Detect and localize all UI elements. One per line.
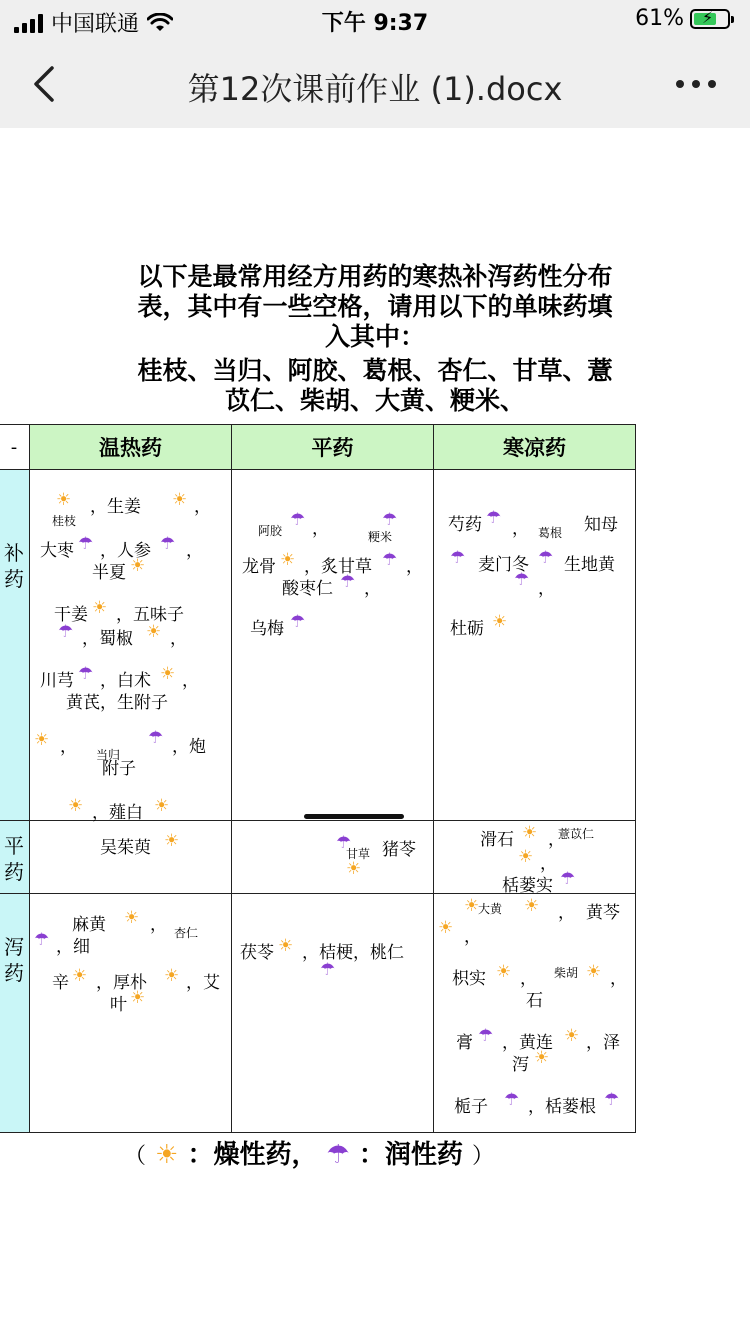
sun-icon: ☀ bbox=[68, 796, 84, 816]
sun-icon: ☀ bbox=[438, 918, 454, 938]
herb-text: 枳实 bbox=[452, 969, 486, 989]
cell-neutral-cold bbox=[434, 821, 636, 894]
row-label-purge: 泻药 bbox=[4, 935, 24, 985]
herb-text: ， bbox=[520, 969, 537, 989]
herb-text: 黄芪，生附子 bbox=[66, 693, 168, 713]
sun-icon: ☀ bbox=[160, 664, 176, 684]
sun-icon: ☀ bbox=[130, 556, 146, 576]
status-bar bbox=[0, 0, 750, 40]
note-chaihu: 柴胡 bbox=[554, 966, 579, 980]
sun-icon: ☀ bbox=[34, 730, 50, 750]
sun-icon: ☀ bbox=[280, 550, 296, 570]
legend-sun-label: ：燥性药， bbox=[187, 1140, 318, 1170]
herb-text: 龙骨 bbox=[242, 557, 276, 577]
note-guizhi: 桂枝 bbox=[52, 514, 77, 528]
legend-umbrella-label: ：润性药 bbox=[358, 1140, 463, 1170]
herb-text: 膏 bbox=[456, 1033, 473, 1053]
herb-property-table bbox=[0, 424, 636, 1133]
herb-text: ，生姜 bbox=[90, 497, 141, 517]
umbrella-icon: ☂ bbox=[478, 1026, 494, 1046]
herb-text: 黄芩 bbox=[586, 903, 620, 923]
herb-text: ， bbox=[610, 969, 627, 989]
herb-text: 干姜 bbox=[54, 605, 88, 625]
herb-text: 乌梅 bbox=[250, 619, 284, 639]
more-options-icon[interactable] bbox=[676, 80, 716, 88]
document-title: 第12次课前作业 (1).docx bbox=[187, 70, 563, 108]
herb-text: 杜砺 bbox=[450, 619, 484, 639]
herb-text: ，薤白 bbox=[92, 803, 143, 823]
herb-text: ，泽 bbox=[586, 1033, 620, 1053]
herb-text: ， bbox=[538, 579, 555, 599]
sun-icon: ☀ bbox=[522, 823, 538, 843]
note-gancao: 甘草 bbox=[346, 847, 371, 861]
instructions-text bbox=[110, 262, 640, 416]
scroll-indicator[interactable] bbox=[304, 814, 404, 819]
sun-icon: ☀ bbox=[496, 962, 512, 982]
umbrella-icon: ☂ bbox=[290, 510, 306, 530]
herb-text: ， bbox=[540, 854, 557, 874]
herb-text: ， bbox=[512, 519, 529, 539]
herb-text: 附子 bbox=[102, 759, 136, 779]
herb-text: 芍药 bbox=[448, 515, 482, 535]
herb-text: 大枣 bbox=[40, 541, 74, 561]
umbrella-icon: ☂ bbox=[290, 612, 306, 632]
umbrella-icon: ☂ bbox=[78, 664, 94, 684]
herb-text: ，艾 bbox=[186, 973, 220, 993]
umbrella-icon: ☂ bbox=[450, 548, 466, 568]
note-ejiao: 阿胶 bbox=[258, 524, 283, 538]
battery-icon: ⚡ bbox=[690, 9, 730, 29]
sun-icon: ☀ bbox=[72, 966, 88, 986]
umbrella-icon: ☂ bbox=[604, 1090, 620, 1110]
sun-icon: ☀ bbox=[154, 796, 170, 816]
herb-text: ，炮 bbox=[172, 737, 206, 757]
herb-text: ， bbox=[364, 579, 381, 599]
herb-text: ， bbox=[558, 903, 575, 923]
sun-icon: ☀ bbox=[524, 896, 540, 916]
cell-neutral-neutral bbox=[232, 821, 434, 894]
cell-purge-neutral bbox=[232, 894, 434, 1133]
note-xingren: 杏仁 bbox=[174, 926, 199, 940]
umbrella-icon: ☂ bbox=[78, 534, 94, 554]
sun-icon: ☀ bbox=[146, 622, 162, 642]
sun-icon: ☀ bbox=[130, 988, 146, 1008]
note-yiyiren: 薏苡仁 bbox=[558, 827, 595, 841]
herb-text: ，黄连 bbox=[502, 1033, 553, 1053]
herb-list-line-2: 苡仁、柴胡、大黄、粳米、 bbox=[224, 386, 525, 415]
nav-bar bbox=[0, 40, 750, 128]
umbrella-icon: ☂ bbox=[160, 534, 176, 554]
sun-icon: ☀ bbox=[172, 490, 188, 510]
umbrella-icon: ☂ bbox=[560, 869, 576, 889]
row-head-neutral bbox=[0, 821, 30, 894]
note-jingmi: 粳米 bbox=[368, 530, 393, 544]
sun-icon: ☀ bbox=[155, 1140, 179, 1170]
legend-open-paren: （ bbox=[124, 1144, 147, 1169]
legend bbox=[124, 1134, 494, 1171]
herb-text: 栝蒌实 bbox=[502, 876, 553, 896]
row-head-purge bbox=[0, 894, 30, 1133]
sun-icon: ☀ bbox=[564, 1026, 580, 1046]
herb-text: 吴茱萸 bbox=[100, 838, 151, 858]
herb-text: ， bbox=[170, 629, 187, 649]
herb-text: 滑石 bbox=[480, 830, 514, 850]
intro-line-1: 以下是最常用经方用药的寒热补泻药性分布 bbox=[137, 262, 613, 291]
battery-percent: 61% bbox=[635, 6, 684, 31]
sun-icon: ☀ bbox=[492, 612, 508, 632]
herb-list-line-1: 桂枝、当归、阿胶、葛根、杏仁、甘草、薏 bbox=[137, 356, 613, 385]
herb-text: ， bbox=[312, 519, 329, 539]
status-time: 下午 9:37 bbox=[321, 11, 429, 36]
umbrella-icon: ☂ bbox=[382, 510, 398, 530]
legend-close-paren: ） bbox=[471, 1144, 494, 1169]
header-cold: 寒凉药 bbox=[434, 425, 636, 470]
umbrella-icon: ☂ bbox=[58, 622, 74, 642]
note-dahuang: 大黄 bbox=[478, 902, 503, 916]
sun-icon: ☀ bbox=[534, 1048, 550, 1068]
herb-text: 猪苓 bbox=[382, 840, 416, 860]
herb-text: ， bbox=[182, 671, 199, 691]
herb-text: 辛 bbox=[52, 973, 69, 993]
row-head-tonify bbox=[0, 470, 30, 821]
umbrella-icon: ☂ bbox=[340, 572, 356, 592]
sun-icon: ☀ bbox=[92, 598, 108, 618]
back-chevron-icon[interactable] bbox=[26, 62, 66, 106]
umbrella-icon: ☂ bbox=[320, 960, 336, 980]
herb-text: ， bbox=[548, 830, 565, 850]
herb-text: 叶 bbox=[110, 995, 127, 1015]
umbrella-icon: ☂ bbox=[148, 728, 164, 748]
umbrella-icon: ☂ bbox=[336, 833, 352, 853]
cell-purge-cold bbox=[434, 894, 636, 1133]
sun-icon: ☀ bbox=[164, 966, 180, 986]
herb-text: 麦门冬 bbox=[478, 555, 529, 575]
herb-text: 生地黄 bbox=[564, 555, 615, 575]
herb-text: ， bbox=[150, 915, 167, 935]
cell-tonify-cold bbox=[434, 470, 636, 821]
intro-line-2: 表，其中有一些空格，请用以下的单味药填 bbox=[137, 292, 613, 321]
row-label-tonify: 补药 bbox=[4, 541, 24, 591]
sun-icon: ☀ bbox=[278, 936, 294, 956]
umbrella-icon: ☂ bbox=[504, 1090, 520, 1110]
herb-text: 栀子 bbox=[454, 1097, 488, 1117]
umbrella-icon: ☂ bbox=[486, 508, 502, 528]
umbrella-icon: ☂ bbox=[514, 570, 530, 590]
herb-text: ， bbox=[406, 557, 423, 577]
cell-tonify-warm bbox=[30, 470, 232, 821]
herb-text: 知母 bbox=[584, 515, 618, 535]
umbrella-icon: ☂ bbox=[382, 550, 398, 570]
cell-purge-warm bbox=[30, 894, 232, 1133]
corner-cell: - bbox=[0, 425, 30, 470]
herb-text: ， bbox=[464, 927, 481, 947]
umbrella-icon: ☂ bbox=[538, 548, 554, 568]
herb-text: ，厚朴 bbox=[96, 973, 147, 993]
carrier-label: 中国联通 bbox=[51, 12, 140, 37]
note-danggui: 当归 bbox=[96, 748, 121, 762]
cell-tonify-neutral bbox=[232, 470, 434, 821]
header-neutral: 平药 bbox=[232, 425, 434, 470]
umbrella-icon: ☂ bbox=[34, 930, 50, 950]
herb-text: ，五味子 bbox=[116, 605, 184, 625]
umbrella-icon: ☂ bbox=[326, 1140, 350, 1170]
herb-text: 茯苓 bbox=[240, 943, 274, 963]
sun-icon: ☀ bbox=[464, 896, 480, 916]
row-label-neutral: 平药 bbox=[4, 834, 24, 884]
sun-icon: ☀ bbox=[518, 847, 534, 867]
herb-text: ，白术 bbox=[100, 671, 151, 691]
herb-text: ， bbox=[194, 497, 211, 517]
herb-text: ，人参 bbox=[100, 541, 151, 561]
status-right bbox=[635, 6, 730, 31]
sun-icon: ☀ bbox=[56, 490, 72, 510]
herb-text: ， bbox=[186, 541, 203, 561]
herb-text: ，栝蒌根 bbox=[528, 1097, 596, 1117]
intro-line-3: 入其中： bbox=[324, 322, 425, 351]
herb-text: 石 bbox=[526, 991, 543, 1011]
herb-text: 泻 bbox=[512, 1055, 529, 1075]
herb-text: 麻黄 bbox=[72, 915, 106, 935]
herb-text: ，蜀椒 bbox=[82, 629, 133, 649]
sun-icon: ☀ bbox=[164, 831, 180, 851]
header-warm: 温热药 bbox=[30, 425, 232, 470]
herb-text: 酸枣仁 bbox=[282, 579, 333, 599]
sun-icon: ☀ bbox=[586, 962, 602, 982]
sun-icon: ☀ bbox=[346, 859, 362, 879]
herb-text: ，炙甘草 bbox=[304, 557, 372, 577]
herb-text: ，细 bbox=[56, 937, 90, 957]
note-gegen: 葛根 bbox=[538, 526, 563, 540]
cell-neutral-warm bbox=[30, 821, 232, 894]
sun-icon: ☀ bbox=[124, 908, 140, 928]
herb-text: 川芎 bbox=[40, 671, 74, 691]
herb-text: ，桔梗，桃仁 bbox=[302, 943, 404, 963]
herb-text: ， bbox=[60, 737, 77, 757]
herb-text: 半夏 bbox=[92, 563, 126, 583]
